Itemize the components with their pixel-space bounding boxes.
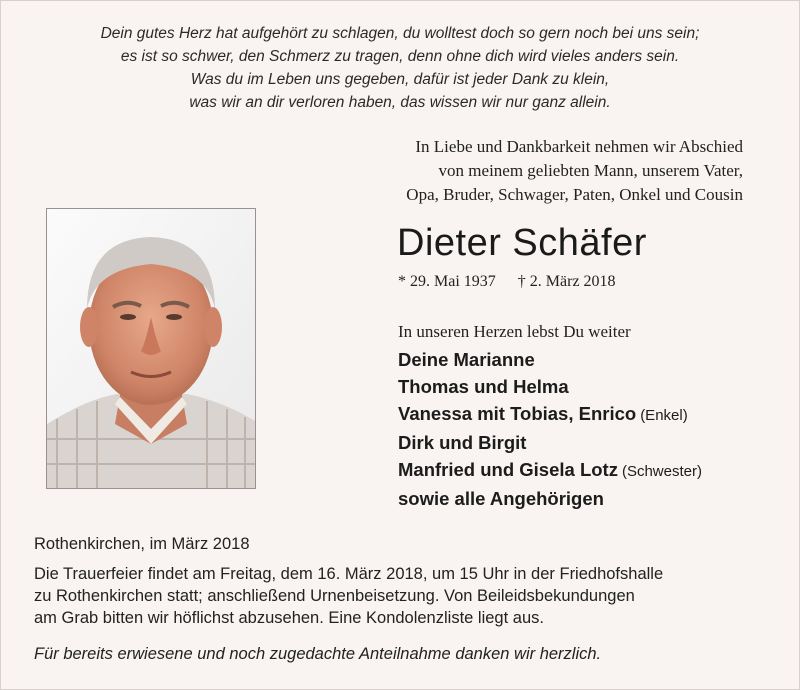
death-date: † 2. März 2018 <box>517 273 616 290</box>
mourner <box>398 400 702 429</box>
mourner-name: Vanessa mit Tobias, Enrico <box>398 403 637 424</box>
relation-note: (Schwester) <box>621 463 702 480</box>
farewell-intro <box>406 135 743 207</box>
mourner <box>398 456 702 485</box>
mourner-name: Deine Marianne <box>398 349 535 370</box>
poem <box>40 22 760 114</box>
info-line: Die Trauerfeier findet am Freitag, dem 16. März 2018, um 15 Uhr in der Friedhofshalle <box>34 565 664 583</box>
deceased-name: Dieter Schäfer <box>397 222 647 264</box>
place-date: Rothenkirchen, im März 2018 <box>34 535 250 553</box>
portrait-photo <box>46 208 256 489</box>
poem-line: Was du im Leben uns gegeben, dafür ist jeder Dank zu klein, <box>190 71 610 88</box>
mourner <box>398 485 702 512</box>
intro-line: In Liebe und Dankbarkeit nehmen wir Abschied <box>415 137 743 156</box>
mourners-list <box>398 346 702 512</box>
life-dates <box>398 273 638 291</box>
intro-line: von meinem geliebten Mann, unserem Vater, <box>438 161 743 180</box>
birth-date: * 29. Mai 1937 <box>398 273 496 290</box>
thanks-line: Für bereits erwiesene und noch zugedachte Anteilnahme danken wir herzlich. <box>34 645 602 663</box>
remembrance-line: In unseren Herzen lebst Du weiter <box>398 322 631 341</box>
mourner <box>398 429 702 456</box>
poem-line: was wir an dir verloren haben, das wissen wir nur ganz allein. <box>189 94 611 111</box>
funeral-info <box>34 563 774 629</box>
relation-note: (Enkel) <box>640 407 688 424</box>
mourner-name: sowie alle Angehörigen <box>398 488 604 509</box>
poem-line: es ist so schwer, den Schmerz zu tragen, denn ohne dich wird vieles anders sein. <box>120 48 680 65</box>
intro-line: Opa, Bruder, Schwager, Paten, Onkel und Cousin <box>406 185 743 204</box>
mourner-name: Manfried und Gisela Lotz <box>398 459 618 480</box>
mourner <box>398 346 702 373</box>
info-line: am Grab bitten wir höflichst abzusehen. Eine Kondolenzliste liegt aus. <box>34 609 544 627</box>
mourner-name: Thomas und Helma <box>398 376 569 397</box>
mourner-name: Dirk und Birgit <box>398 432 527 453</box>
info-line: zu Rothenkirchen statt; anschließend Urnenbeisetzung. Von Beileidsbekundungen <box>34 587 635 605</box>
mourner <box>398 373 702 400</box>
poem-line: Dein gutes Herz hat aufgehört zu schlagen, du wolltest doch so gern noch bei uns sein; <box>100 25 700 42</box>
